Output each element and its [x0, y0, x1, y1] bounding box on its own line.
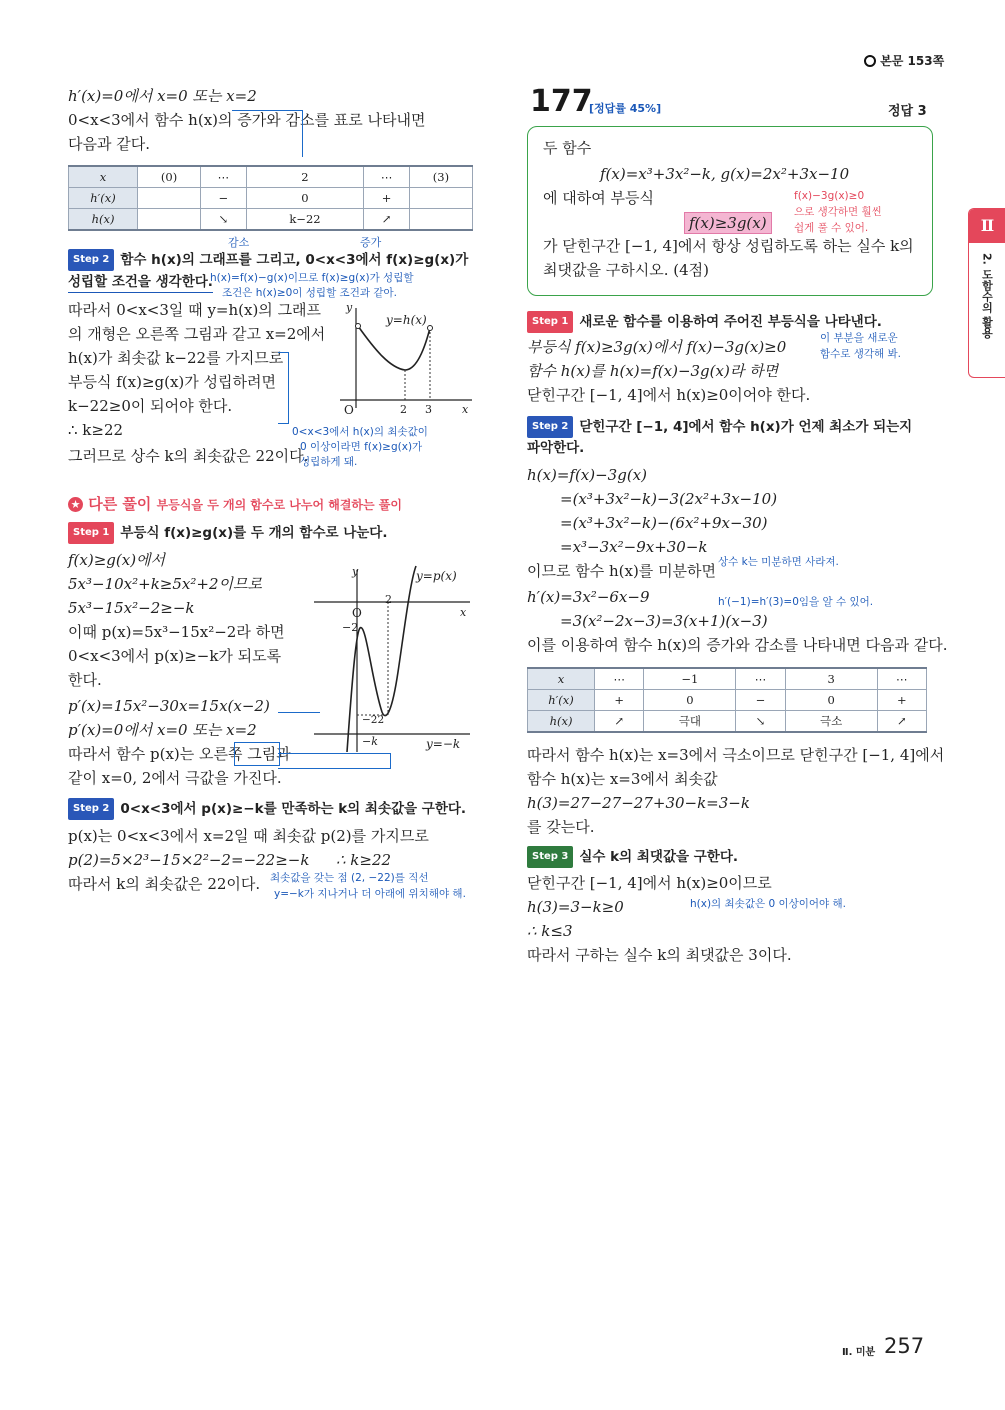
graph-p: [312, 562, 472, 758]
step2-right-title: 닫힌구간 [−1, 4]에서 함수 h(x)가 언제 최소가 되는지: [579, 419, 913, 435]
graph1-ylabel: y: [346, 301, 353, 314]
after-table-4: 를 갖는다.: [527, 818, 595, 836]
step3-title: 실수 k의 최댓값을 구한다.: [579, 849, 738, 865]
sign-table-right: [527, 667, 927, 733]
step2-right-line2: 파악한다.: [527, 440, 585, 456]
graph2-ylabel: y: [352, 565, 359, 578]
problem-line-6: 최댓값을 구하시오. (4점): [543, 261, 709, 279]
step2-note-1: h(x)=f(x)−g(x)이므로 f(x)≥g(x)가 성립할: [210, 272, 414, 284]
alt-step1-line: [68, 522, 387, 544]
s2-note-k: 상수 k는 미분하면 사라져.: [718, 556, 839, 568]
step2-badge: Step 2: [68, 249, 114, 271]
graph1-x3: 3: [425, 403, 432, 416]
alt-note-1: 최솟값을 갖는 점 (2, −22)를 직선: [270, 872, 429, 884]
th-c5: (3): [409, 166, 472, 188]
body-line-5: k−22≥0이 되어야 한다.: [68, 397, 233, 415]
th-x: x: [528, 668, 595, 690]
th-c2: ⋯: [201, 166, 247, 188]
cell: ↗: [877, 711, 926, 733]
alt-line-3: 5x³−15x²−2≥−k: [68, 599, 195, 617]
graph1-x2: 2: [400, 403, 407, 416]
min-note-1: 0<x<3에서 h(x)의 최솟값이: [292, 426, 428, 438]
label-decrease: 감소: [228, 236, 250, 249]
th-x: x: [69, 166, 138, 188]
alt-solution-heading: [68, 494, 402, 515]
alt-subtitle: 부등식을 두 개의 함수로 나누어 해결하는 풀이: [156, 498, 402, 512]
graph2-minus2: −2: [342, 621, 359, 634]
cell: 0: [785, 690, 877, 711]
step3-line: [527, 846, 738, 868]
cell: ↗: [595, 711, 644, 733]
s3-line-1: 닫힌구간 [−1, 4]에서 h(x)≥0이므로: [527, 874, 772, 892]
body-line-3: h(x)가 최솟값 k−22를 가지므로: [68, 349, 284, 367]
alt-end-4: 따라서 k의 최솟값은 22이다.: [68, 875, 261, 893]
correct-rate: [정답률 45%]: [589, 102, 662, 115]
step3-badge: Step 3: [527, 846, 573, 868]
th: ⋯: [877, 668, 926, 690]
alt-line-9: 따라서 함수 p(x)는 오른쪽 그림과: [68, 745, 291, 763]
box-note-1: f(x)−3g(x)≥0: [794, 190, 865, 202]
th-c1: (0): [138, 166, 201, 188]
cell: −: [736, 690, 785, 711]
s2-note-h: h′(−1)=h′(3)=0임을 알 수 있어.: [718, 596, 874, 608]
alt-step2-line: [68, 798, 466, 820]
body-line-6: ∴ k≥22: [68, 421, 124, 439]
intro-line-2: 0<x<3에서 함수 h(x)의 증가와 감소를 표로 나타내면: [68, 111, 426, 129]
problem-line-5: 가 닫힌구간 [−1, 4]에서 항상 성립하도록 하는 실수 k의: [543, 237, 914, 255]
s3-note: h(x)의 최솟값은 0 이상이어야 해.: [690, 898, 847, 910]
page-number: 257: [884, 1334, 925, 1358]
graph2-curve-label: y=p(x): [416, 569, 457, 583]
cell: k−22: [246, 209, 364, 231]
s2-line-7: =3(x²−2x−3)=3(x+1)(x−3): [560, 612, 768, 630]
row-label-hprime: h′(x): [528, 690, 595, 711]
answer-label: 정답 3: [888, 104, 927, 119]
cell: ↘: [201, 209, 247, 231]
th-c4: ⋯: [364, 166, 410, 188]
alt-line-4: 이때 p(x)=5x³−15x²−2라 하면: [68, 623, 285, 641]
alt-step2-badge: Step 2: [68, 798, 114, 820]
s2-line-3: =(x³+3x²−k)−(6x²+9x−30): [560, 514, 768, 532]
step2-note-2: 조건은 h(x)≥0이 성립할 조건과 같아.: [222, 287, 397, 299]
step2-title-text: 함수 h(x)의 그래프를 그리고, 0<x<3에서 f(x)≥g(x)가: [120, 252, 469, 268]
s1-line-3: 닫힌구간 [−1, 4]에서 h(x)≥0이어야 한다.: [527, 386, 811, 404]
star-icon: ★: [68, 497, 83, 512]
intro-line-1: h′(x)=0에서 x=0 또는 x=2: [68, 87, 257, 105]
after-table-2: 함수 h(x)는 x=3에서 최솟값: [527, 770, 718, 788]
th: 3: [785, 668, 877, 690]
alt-step1-badge: Step 1: [68, 522, 114, 544]
cell: ↗: [364, 209, 410, 231]
step2-right-badge: Step 2: [527, 416, 573, 438]
after-table-1: 따라서 함수 h(x)는 x=3에서 극소이므로 닫힌구간 [−1, 4]에서: [527, 746, 945, 764]
alt-line-1: f(x)≥g(x)에서: [68, 551, 166, 569]
s2-line-5: 이므로 함수 h(x)를 미분하면: [527, 562, 717, 580]
s2-line-1: h(x)=f(x)−3g(x): [527, 466, 647, 484]
s3-line-2: h(3)=3−k≥0: [527, 898, 624, 916]
alt-step2-title: 0<x<3에서 p(x)≥−k를 만족하는 k의 최솟값을 구한다.: [120, 801, 467, 817]
graph2-minusk: −k: [362, 735, 378, 748]
chapter-title: 2. 도함수의 활용: [980, 253, 994, 339]
row-label-hprime: h′(x): [69, 188, 138, 209]
graph1-origin: O: [344, 403, 354, 417]
s3-line-3: ∴ k≤3: [527, 922, 573, 940]
cell: ↘: [736, 711, 785, 733]
alt-end-3: ∴ k≥22: [336, 851, 392, 869]
cell: +: [364, 188, 410, 209]
graph2-two: 2: [385, 593, 392, 606]
graph2-minus22: −22: [362, 714, 385, 726]
step1-badge: Step 1: [527, 311, 573, 333]
connector-line: [232, 110, 303, 157]
box-note-3: 쉽게 풀 수 있어.: [794, 222, 869, 234]
cell: 극대: [644, 711, 736, 733]
min-note-3: 성립하게 돼.: [300, 456, 358, 468]
problem-line-1: 두 함수: [543, 139, 592, 157]
chapter-side-tab: [968, 208, 1005, 378]
th: −1: [644, 668, 736, 690]
s2-line-4: =x³−3x²−9x+30−k: [560, 538, 708, 556]
s1-line-1: 부등식 f(x)≥3g(x)에서 f(x)−3g(x)≥0: [527, 338, 787, 356]
alt-title: 다른 풀이: [88, 495, 152, 513]
min-note-2: 0 이상이라면 f(x)≥g(x)가: [300, 441, 423, 453]
alt-line-10: 같이 x=0, 2에서 극값을 가진다.: [68, 769, 282, 787]
s2-line-6: h′(x)=3x²−6x−9: [527, 588, 650, 606]
step2-title-line2: 성립할 조건을 생각한다.: [68, 272, 213, 293]
alt-note-2: y=−k가 지나거나 더 아래에 위치해야 해.: [274, 888, 466, 900]
body-line-4: 부등식 f(x)≥g(x)가 성립하려면: [68, 373, 276, 391]
circle-icon: [864, 55, 876, 67]
cell: [409, 209, 472, 231]
s3-line-4: 따라서 구하는 실수 k의 최댓값은 3이다.: [527, 946, 792, 964]
graph2-xlabel: x: [460, 606, 467, 619]
body-line-1: 따라서 0<x<3일 때 y=h(x)의 그래프: [68, 301, 322, 319]
cell: [409, 188, 472, 209]
problem-number: 177: [530, 84, 593, 119]
th-c3: 2: [246, 166, 364, 188]
cell: [138, 209, 201, 231]
page-reference: [864, 52, 944, 69]
cell: +: [595, 690, 644, 711]
alt-step1-title: 부등식 f(x)≥g(x)를 두 개의 함수로 나눈다.: [120, 525, 388, 541]
body-line-2: 의 개형은 오른쪽 그림과 같고 x=2에서: [68, 325, 326, 343]
bracket-connector: [278, 352, 289, 424]
cell: +: [877, 690, 926, 711]
step1-title: 새로운 함수를 이용하여 주어진 부등식을 나타낸다.: [579, 314, 882, 330]
row-label-h: h(x): [528, 711, 595, 733]
footer-section: Ⅱ. 미분: [842, 1347, 876, 1358]
graph2-origin: O: [352, 606, 362, 620]
s2-line-2: =(x³+3x²−k)−3(2x²+3x−10): [560, 490, 778, 508]
alt-end-2: p(2)=5×2³−15×2²−2=−22≥−k: [68, 851, 310, 869]
body-line-7: 그러므로 상수 k의 최솟값은 22이다.: [68, 447, 309, 465]
box-note-2: 으로 생각하면 훨씬: [794, 206, 882, 218]
step2-right-line1: [527, 416, 912, 438]
highlight-box: [234, 742, 280, 766]
alt-end-1: p(x)는 0<x<3에서 x=2일 때 최솟값 p(2)를 가지므로: [68, 827, 429, 845]
sign-table-h: [68, 165, 473, 231]
th: ⋯: [595, 668, 644, 690]
curve-h: [358, 326, 430, 370]
alt-line-2: 5x³−10x²+k≥5x²+2이므로: [68, 575, 262, 593]
cell: [138, 188, 201, 209]
s1-line-2: 함수 h(x)를 h(x)=f(x)−3g(x)라 하면: [527, 362, 779, 380]
alt-line-6: 한다.: [68, 671, 102, 689]
chapter-roman: Ⅱ: [969, 209, 1005, 243]
s1-note-1: 이 부분을 새로운: [820, 332, 898, 344]
problem-line-2: f(x)=x³+3x²−k, g(x)=2x²+3x−10: [600, 165, 850, 183]
cell: 0: [246, 188, 364, 209]
problem-inequality: f(x)≥3g(x): [684, 212, 772, 234]
cell: 0: [644, 690, 736, 711]
page-ref-text: 본문 153쪽: [880, 54, 945, 68]
alt-line-8: p′(x)=0에서 x=0 또는 x=2: [68, 721, 257, 739]
problem-line-3: 에 대하여 부등식: [543, 189, 654, 207]
graph1-xlabel: x: [462, 403, 469, 416]
th: ⋯: [736, 668, 785, 690]
cell: 극소: [785, 711, 877, 733]
after-table-3: h(3)=27−27−27+30−k=3−k: [527, 794, 750, 812]
alt-line-5: 0<x<3에서 p(x)≥−k가 되도록: [68, 647, 282, 665]
step1-line: [527, 311, 882, 333]
step2-title-line1: [68, 249, 468, 271]
graph2-line-label: y=−k: [426, 737, 461, 751]
alt-line-7: p′(x)=15x²−30x=15x(x−2): [68, 697, 270, 715]
intro-line-3: 다음과 같다.: [68, 135, 150, 153]
graph1-curve-label: y=h(x): [386, 313, 427, 327]
s1-note-2: 함수로 생각해 봐.: [820, 348, 902, 360]
s2-line-8: 이를 이용하여 함수 h(x)의 증가와 감소를 나타내면 다음과 같다.: [527, 636, 948, 654]
row-label-h: h(x): [69, 209, 138, 231]
cell: −: [201, 188, 247, 209]
label-increase: 증가: [360, 236, 382, 249]
